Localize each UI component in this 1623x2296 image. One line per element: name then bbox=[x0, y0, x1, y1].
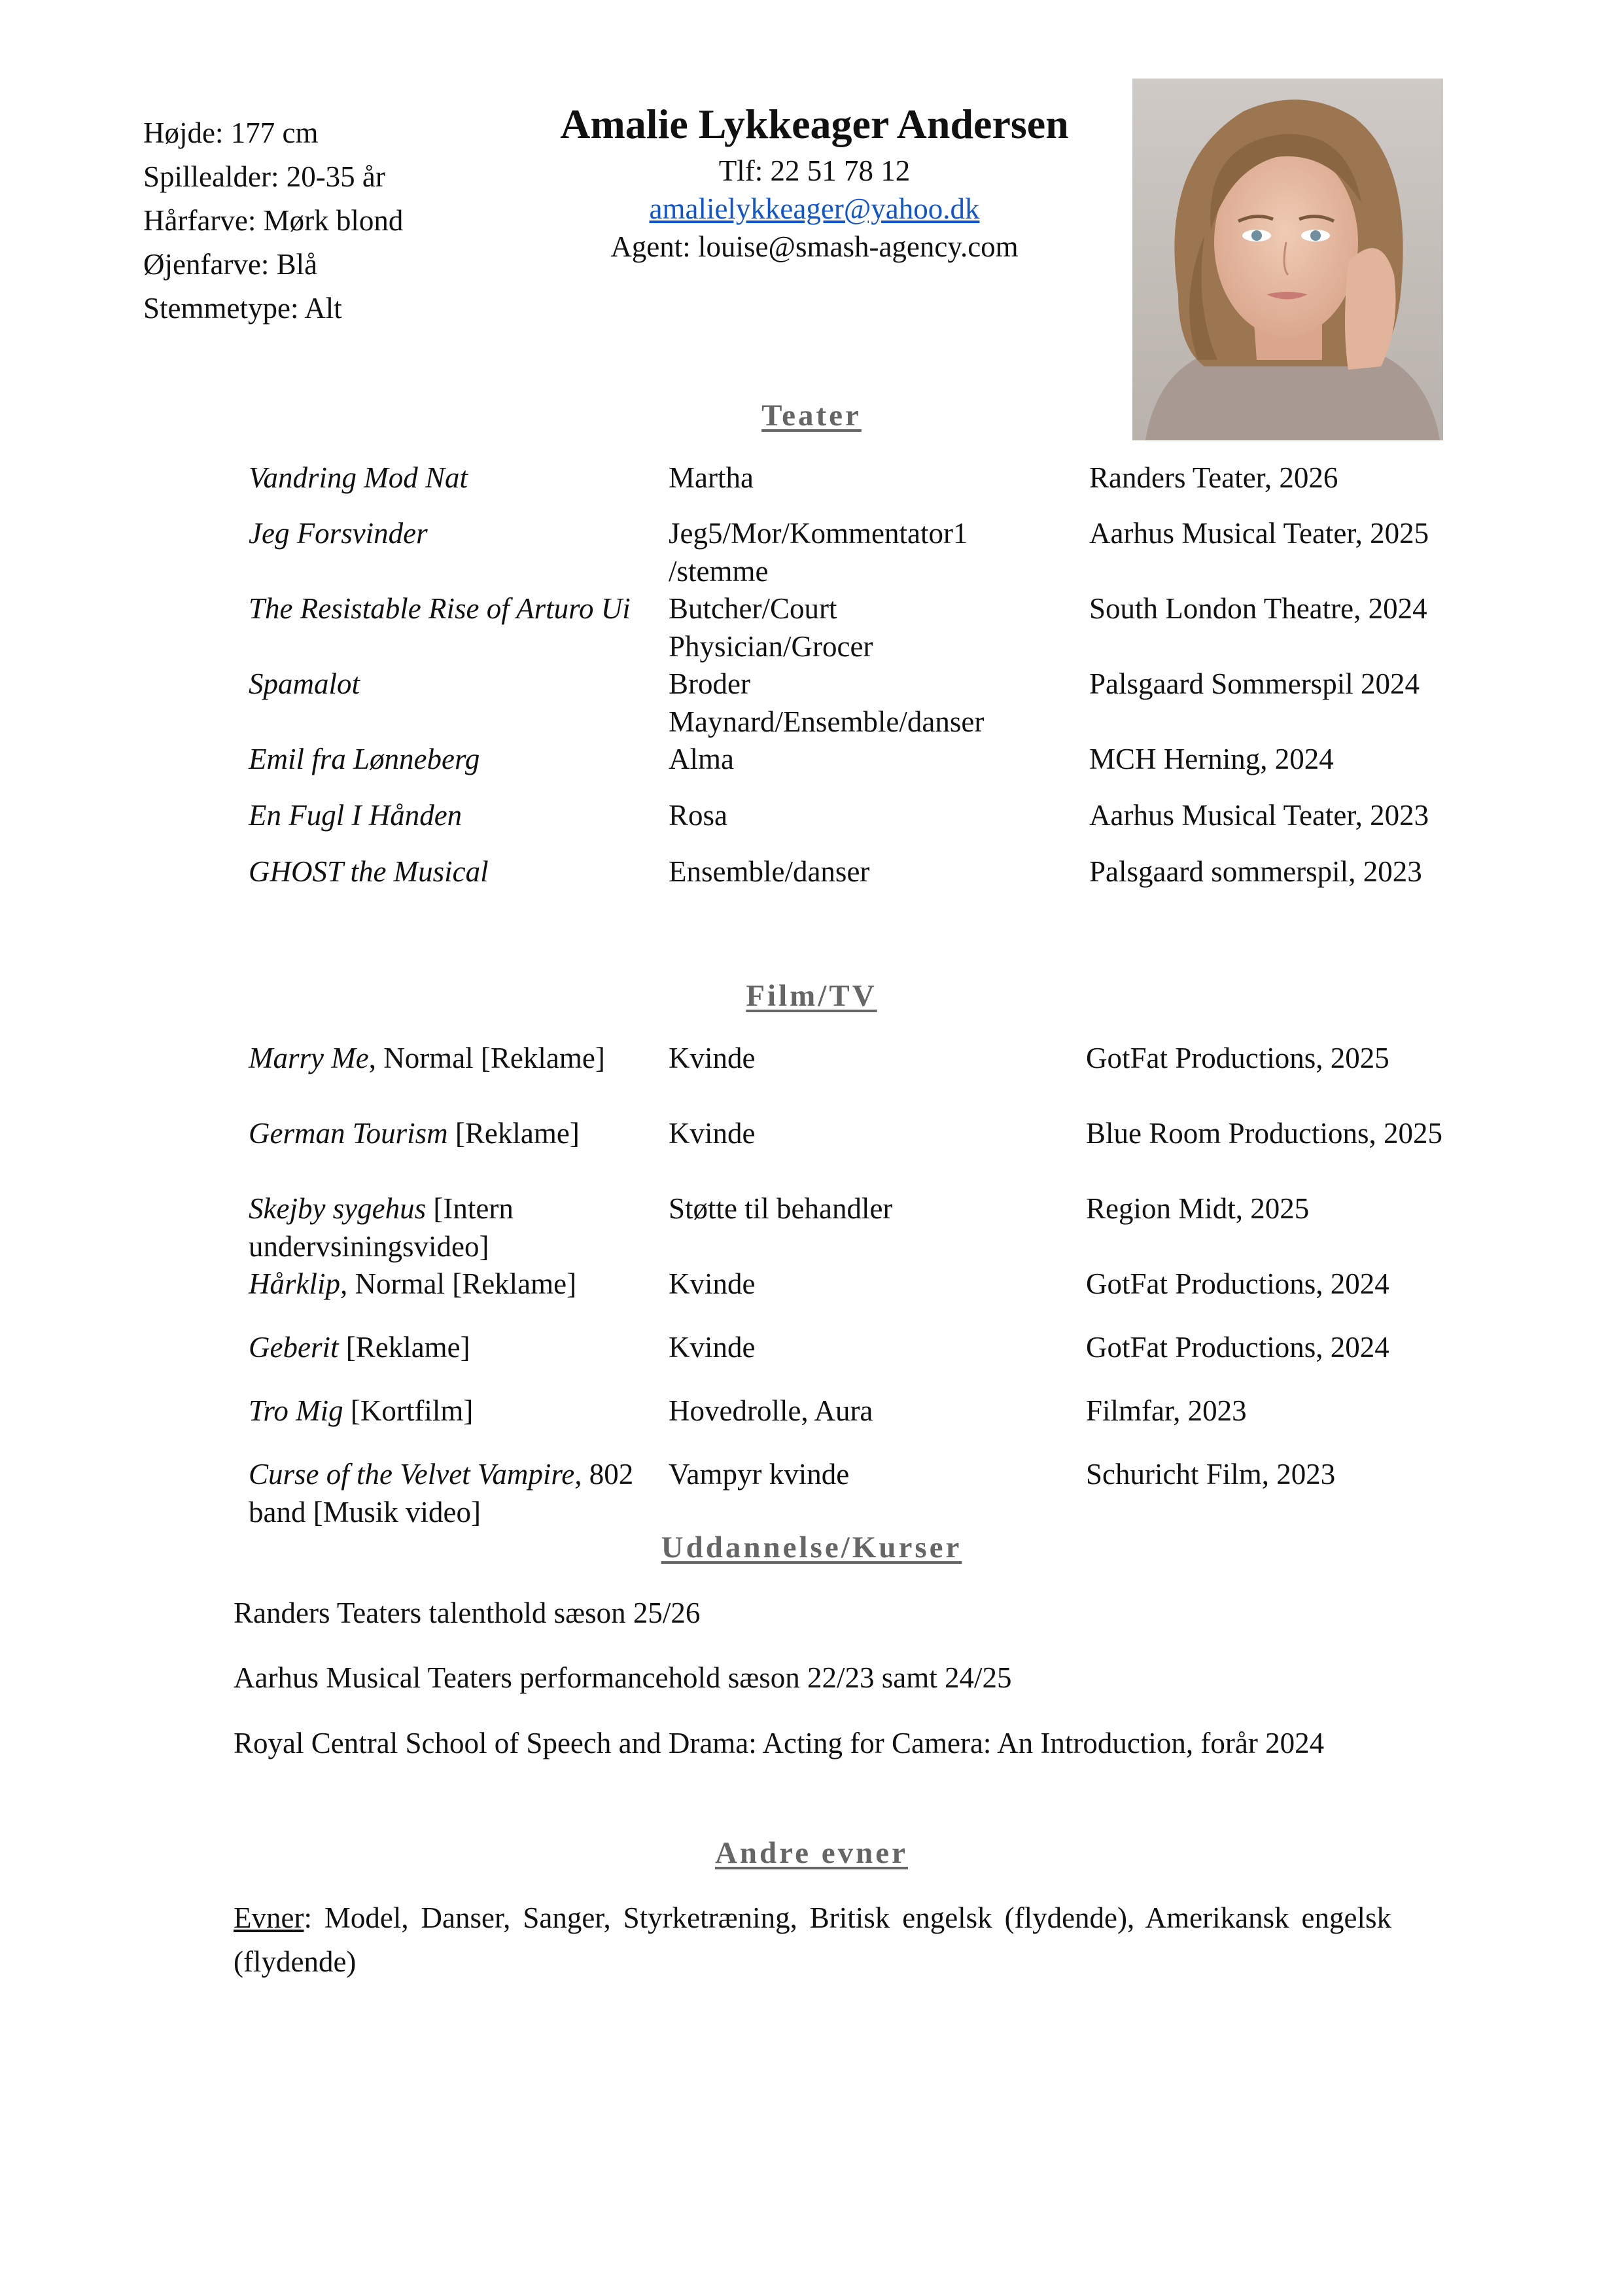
production-title: Vandring Mod Nat bbox=[249, 461, 468, 494]
production-note: Normal [Reklame] bbox=[347, 1267, 577, 1300]
production-name: Geberit bbox=[249, 1331, 339, 1364]
production-title bbox=[249, 1455, 654, 1531]
education-item: Royal Central School of Speech and Drama: Acting for Camera: An Introduction, forår 2024 bbox=[234, 1727, 1325, 1759]
production-note: [Kortfilm] bbox=[343, 1394, 474, 1427]
role: Vampyr kvinde bbox=[669, 1458, 850, 1491]
production-name: Curse of the Velvet Vampire, bbox=[249, 1458, 582, 1491]
role: Hovedrolle, Aura bbox=[669, 1394, 873, 1427]
production-title: GHOST the Musical bbox=[249, 855, 489, 888]
role: Ensemble/danser bbox=[669, 855, 870, 888]
production-note: 802 band [Musik video] bbox=[249, 1458, 634, 1528]
production-title bbox=[249, 1265, 654, 1303]
stat-hair-color: Hårfarve: Mørk blond bbox=[143, 204, 404, 237]
agent-contact: Agent: louise@smash-agency.com bbox=[610, 230, 1019, 263]
personal-stats bbox=[143, 111, 403, 330]
production-name: Marry Me bbox=[249, 1042, 369, 1074]
venue: Randers Teater, 2026 bbox=[1089, 461, 1338, 494]
production-title bbox=[249, 1190, 641, 1265]
role: Broder Maynard/Ensemble/danser bbox=[669, 667, 985, 738]
section-title-film-tv: Film/TV bbox=[746, 979, 877, 1013]
production-title bbox=[249, 1392, 654, 1430]
section-title-uddannelse: Uddannelse/Kurser bbox=[661, 1530, 962, 1564]
venue: Palsgaard sommerspil, 2023 bbox=[1089, 855, 1422, 888]
production-name: Skejby sygehus bbox=[249, 1192, 427, 1225]
headshot-photo bbox=[1132, 79, 1443, 440]
production-note: [Reklame] bbox=[338, 1331, 470, 1364]
production-title: Emil fra Lønneberg bbox=[249, 743, 480, 775]
role: Kvinde bbox=[669, 1267, 756, 1300]
section-title-andre-evner: Andre evner bbox=[714, 1836, 909, 1870]
role: Martha bbox=[669, 461, 754, 494]
role: Kvinde bbox=[669, 1042, 756, 1074]
production-title: Spamalot bbox=[249, 667, 360, 700]
production-note: [Reklame] bbox=[447, 1117, 580, 1150]
skills-label: Evner bbox=[234, 1901, 304, 1934]
production-title bbox=[249, 1114, 654, 1152]
venue: Schuricht Film, 2023 bbox=[1086, 1458, 1336, 1491]
production-title: En Fugl I Hånden bbox=[249, 799, 462, 832]
skills-paragraph bbox=[234, 1896, 1391, 1984]
production-title: Jeg Forsvinder bbox=[249, 517, 428, 550]
production-name: Hårklip, bbox=[249, 1267, 348, 1300]
venue: Region Midt, 2025 bbox=[1086, 1192, 1310, 1225]
role: Kvinde bbox=[669, 1331, 756, 1364]
stat-voice-type: Stemmetype: Alt bbox=[143, 292, 342, 325]
phone: Tlf: 22 51 78 12 bbox=[718, 154, 911, 187]
role: Alma bbox=[669, 743, 734, 775]
role: Rosa bbox=[669, 799, 727, 832]
stat-playing-age: Spillealder: 20-35 år bbox=[143, 160, 385, 193]
person-name: Amalie Lykkeager Andersen bbox=[560, 101, 1069, 147]
production-name: Tro Mig bbox=[249, 1394, 343, 1427]
venue: MCH Herning, 2024 bbox=[1089, 743, 1334, 775]
stat-eye-color: Øjenfarve: Blå bbox=[143, 248, 318, 281]
venue: Aarhus Musical Teater, 2025 bbox=[1089, 517, 1429, 550]
venue: Aarhus Musical Teater, 2023 bbox=[1089, 799, 1429, 832]
stat-height: Højde: 177 cm bbox=[143, 116, 319, 149]
cv-header bbox=[458, 97, 1171, 266]
production-name: German Tourism bbox=[249, 1117, 448, 1150]
role: Kvinde bbox=[669, 1117, 756, 1150]
venue: Blue Room Productions, 2025 bbox=[1086, 1117, 1443, 1150]
production-note: , Normal [Reklame] bbox=[368, 1042, 605, 1074]
education-item: Randers Teaters talenthold sæson 25/26 bbox=[234, 1597, 701, 1629]
production-title bbox=[249, 1039, 641, 1077]
venue: GotFat Productions, 2024 bbox=[1086, 1267, 1389, 1300]
venue: GotFat Productions, 2025 bbox=[1086, 1042, 1389, 1074]
role: Jeg5/Mor/Kommentator1 /stemme bbox=[669, 517, 968, 588]
venue: GotFat Productions, 2024 bbox=[1086, 1331, 1389, 1364]
skills-text: : Model, Danser, Sanger, Styrketræning, Britisk engelsk (flydende), Amerikansk engelsk (flydende) bbox=[234, 1901, 1391, 1978]
production-note: [Intern undervsiningsvideo] bbox=[249, 1192, 514, 1263]
venue: Filmfar, 2023 bbox=[1086, 1394, 1247, 1427]
section-title-teater: Teater bbox=[761, 398, 862, 433]
venue: Palsgaard Sommerspil 2024 bbox=[1089, 667, 1420, 700]
education-item: Aarhus Musical Teaters performancehold sæson 22/23 samt 24/25 bbox=[234, 1661, 1012, 1694]
email-link[interactable]: amalielykkeager@yahoo.dk bbox=[649, 192, 980, 225]
production-title bbox=[249, 1328, 654, 1366]
venue: South London Theatre, 2024 bbox=[1089, 592, 1427, 625]
role: Butcher/Court Physician/Grocer bbox=[669, 592, 873, 663]
role: Støtte til behandler bbox=[669, 1192, 893, 1225]
production-title: The Resistable Rise of Arturo Ui bbox=[249, 592, 631, 625]
